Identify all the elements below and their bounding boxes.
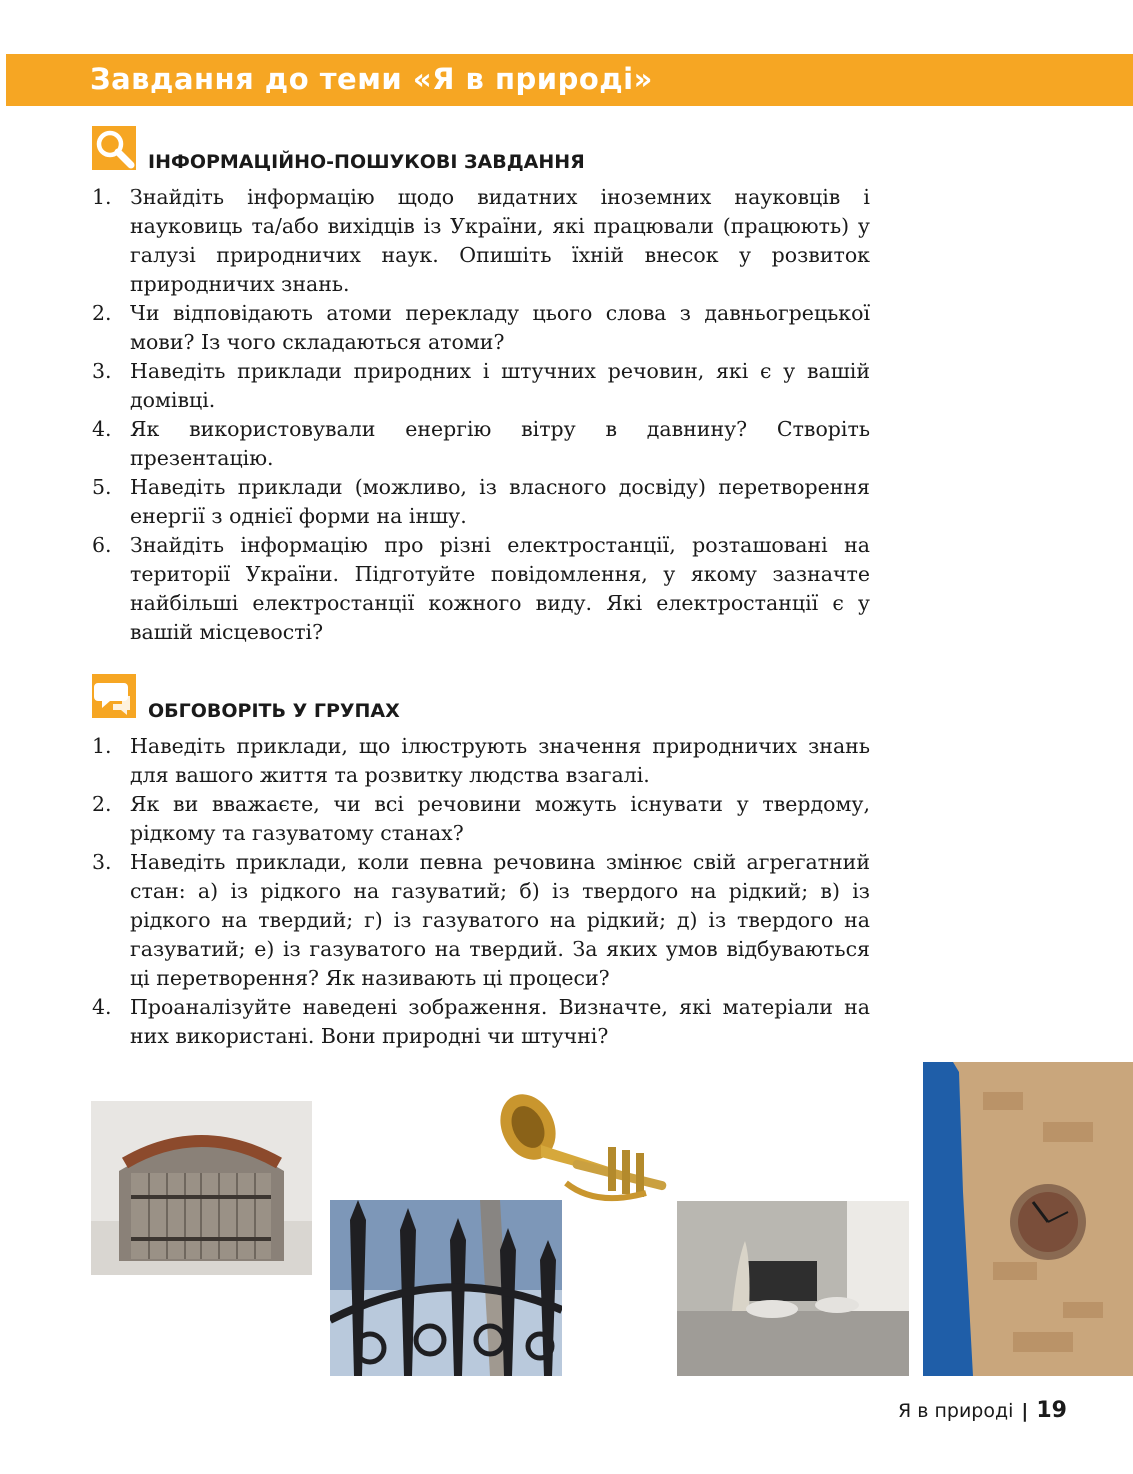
page-number: 19 <box>1036 1398 1067 1423</box>
item-text: Наведіть приклади (можливо, із власного досвіду) перетворення енергії з однієї форми на іншу. <box>130 475 870 528</box>
item-text: Наведіть приклади, що ілюструють значення природничих знань для вашого життя та розвитку людства взагалі. <box>130 734 870 787</box>
item-number: 5. <box>92 475 112 499</box>
list-item <box>92 993 870 1051</box>
item-text: Як використовували енергію вітру в давнину? Створіть презентацію. <box>130 417 870 470</box>
item-number: 3. <box>92 850 112 874</box>
section-heading-search: ІНФОРМАЦІЙНО-ПОШУКОВІ ЗАВДАННЯ <box>148 151 585 173</box>
section-heading-discuss: ОБГОВОРІТЬ У ГРУПАХ <box>148 700 400 722</box>
title-bar <box>6 54 1133 106</box>
item-number: 1. <box>92 185 112 209</box>
item-number: 4. <box>92 417 112 441</box>
item-number: 2. <box>92 792 112 816</box>
item-number: 2. <box>92 301 112 325</box>
item-text: Знайдіть інформацію щодо видатних іноземних науковців і науковиць та/або вихідців із України, які працювали (працюють) у галузі природничих наук. Опишіть їхній внесок у розвиток природничих знань. <box>130 185 870 296</box>
wooden-gate-photo <box>91 1101 312 1275</box>
list-item <box>92 183 870 299</box>
clock-tower-photo <box>923 1062 1133 1376</box>
list-item <box>92 732 870 790</box>
item-number: 1. <box>92 734 112 758</box>
search-tasks-list <box>92 183 870 647</box>
item-text: Знайдіть інформацію про різні електростанції, розташовані на території України. Підготуйте повідомлення, у якому зазначте найбільші електростанції кожного виду. Які електростанції є у вашій місцевості? <box>130 533 870 644</box>
trumpet-photo <box>496 1087 684 1215</box>
item-text: Проаналізуйте наведені зображення. Визначте, які матеріали на них використані. Вони природні чи штучні? <box>130 995 870 1048</box>
iron-fence-photo <box>330 1200 562 1376</box>
magnifier-icon <box>92 126 136 170</box>
footer-separator: | <box>1021 1400 1029 1422</box>
list-item <box>92 357 870 415</box>
item-number: 4. <box>92 995 112 1019</box>
interior-room-photo <box>677 1201 909 1376</box>
list-item <box>92 415 870 473</box>
footer-section-name: Я в природі <box>898 1400 1014 1422</box>
page-title: Завдання до теми «Я в природі» <box>90 62 653 96</box>
item-number: 3. <box>92 359 112 383</box>
list-item <box>92 299 870 357</box>
speech-bubbles-icon <box>92 674 136 718</box>
item-text: Як ви вважаєте, чи всі речовини можуть існувати у твердому, рідкому та газуватому станах? <box>130 792 870 845</box>
list-item <box>92 473 870 531</box>
list-item <box>92 790 870 848</box>
item-text: Наведіть приклади, коли певна речовина змінює свій агрегатний стан: а) із рідкого на газуватий; б) із твердого на рідкий; в) із рідкого на твердий; г) із газуватого на рідкий; д) із твердого на газуватий; е) із газуватого на твердий. За яких умов відбуваються ці перетворення? Як називають ці процеси? <box>130 850 870 990</box>
item-text: Наведіть приклади природних і штучних речовин, які є у вашій домівці. <box>130 359 870 412</box>
discussion-tasks-list <box>92 732 870 1051</box>
item-number: 6. <box>92 533 112 557</box>
list-item <box>92 848 870 993</box>
page-footer <box>898 1398 1067 1423</box>
list-item <box>92 531 870 647</box>
item-text: Чи відповідають атоми перекладу цього слова з давньогрецької мови? Із чого складаються атоми? <box>130 301 870 354</box>
